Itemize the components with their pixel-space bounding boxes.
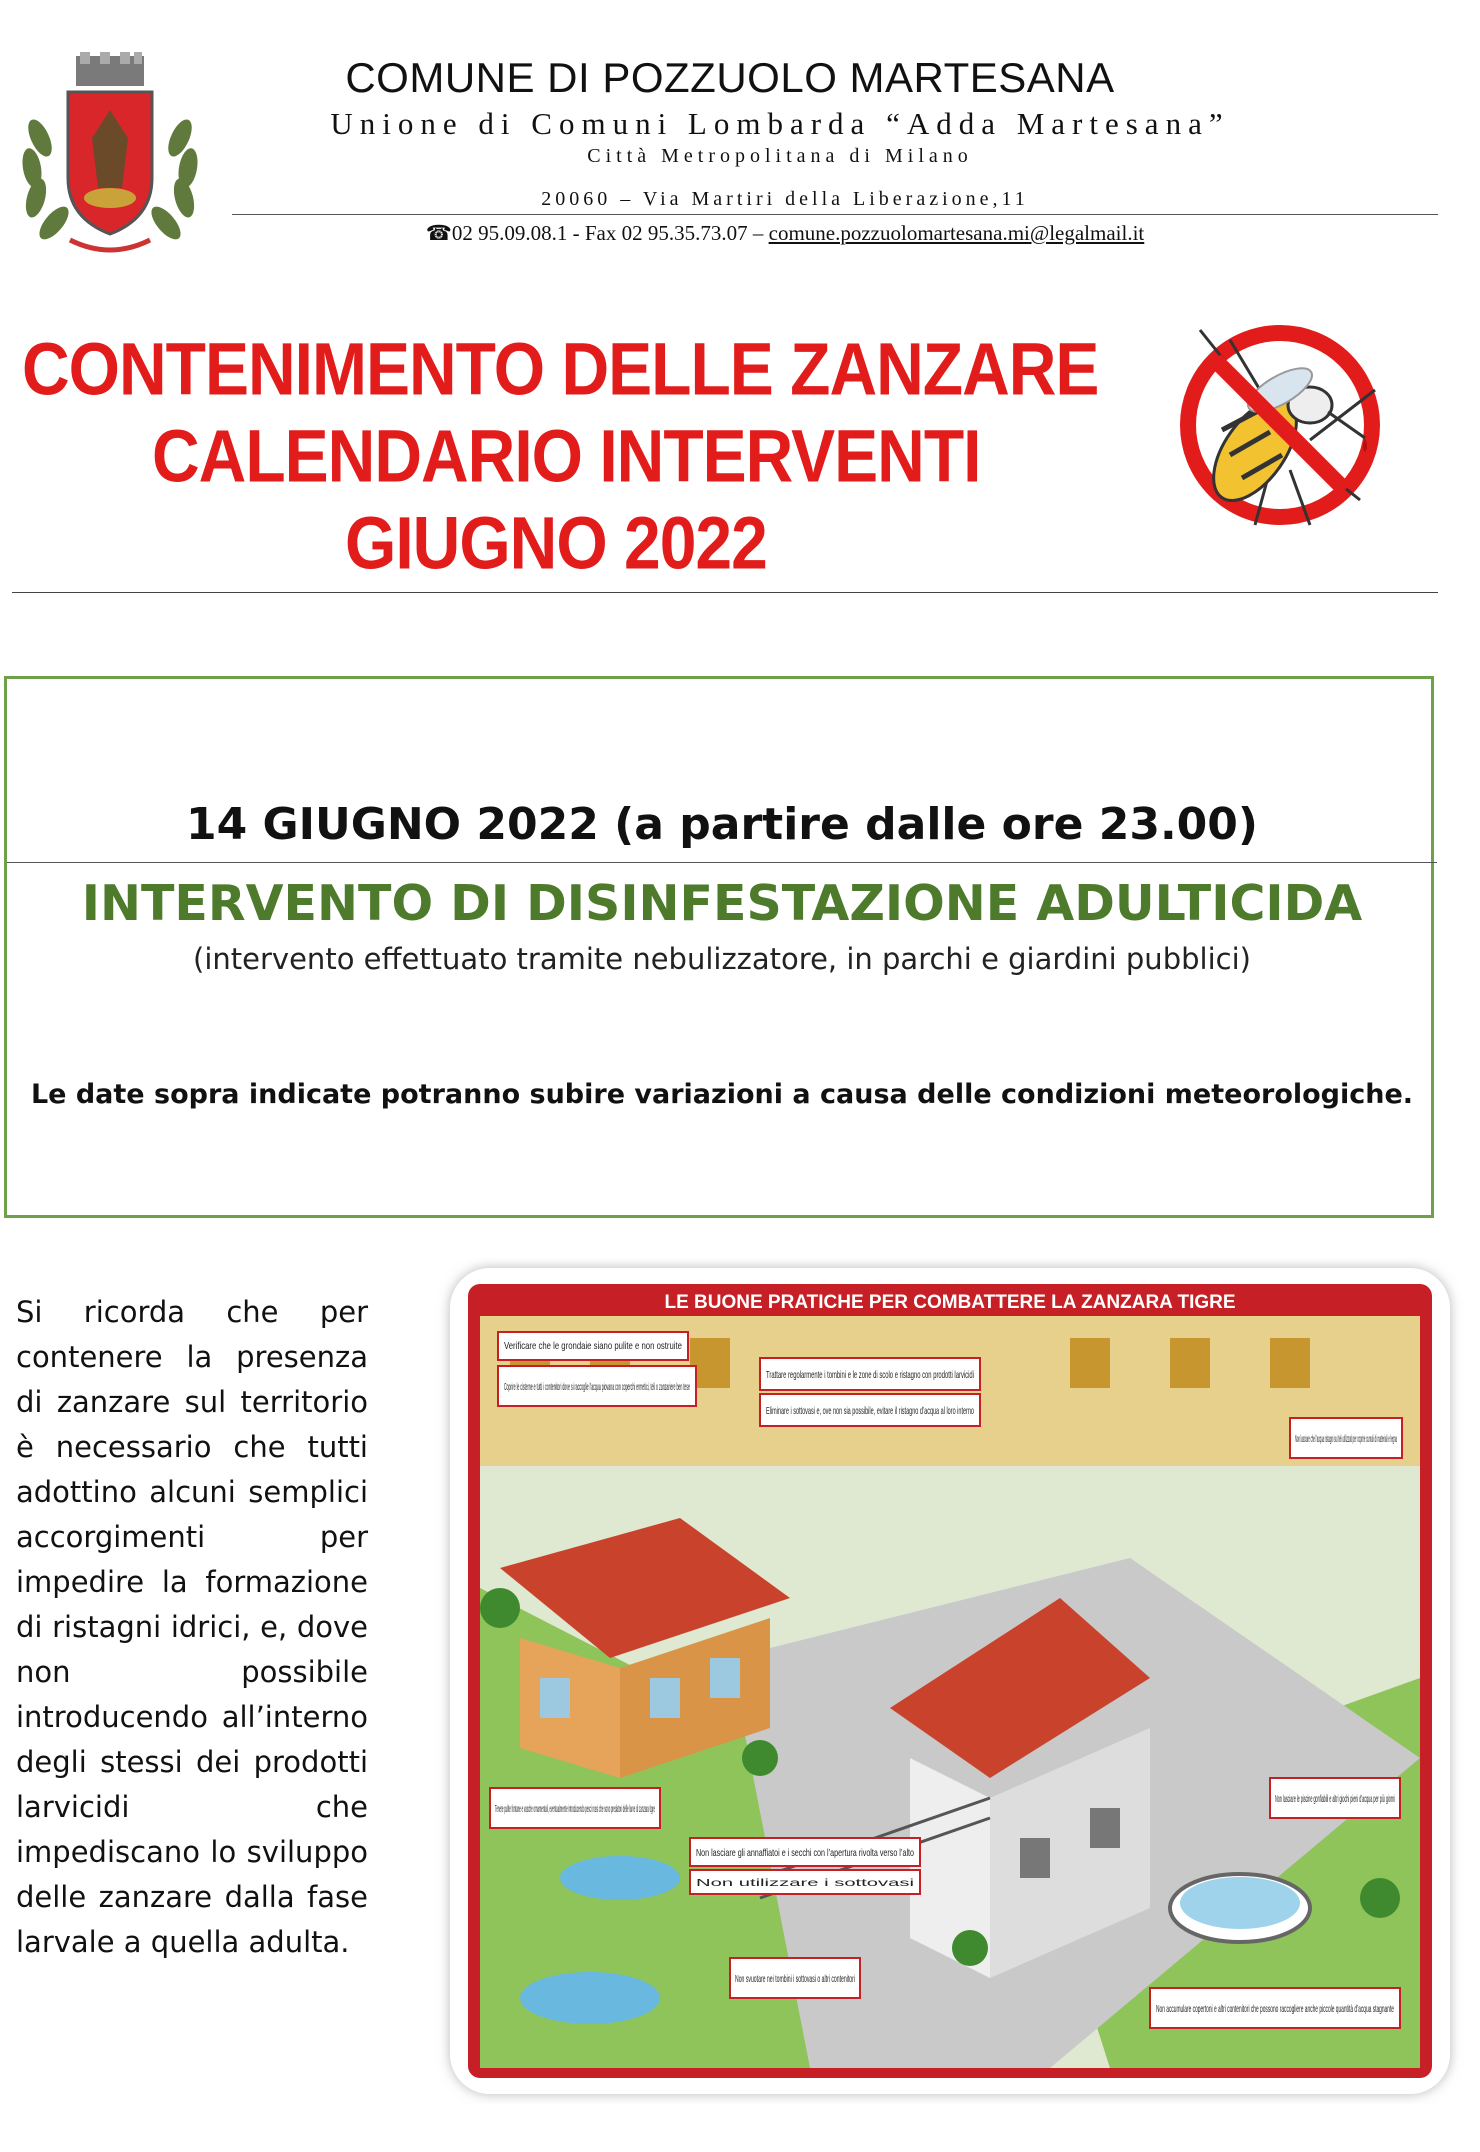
phone-fax: ☎02 95.09.08.1 - Fax 02 95.35.73.07 – <box>425 221 769 245</box>
box-divider <box>7 862 1437 863</box>
title-line-2: CALENDARIO INTERVENTI <box>152 414 981 497</box>
weather-disclaimer: Le date sopra indicate potranno subire variazioni a causa delle condizioni meteorologiche. <box>30 1079 1414 1110</box>
header-divider <box>232 214 1438 215</box>
poster-tip-2: Coprire le cisterne e tutti i contenitori dove si raccoglie l’acqua piovana con coperchi ermetici, teli o zanzariere ben tese <box>504 1381 691 1393</box>
poster-heading: LE BUONE PRATICHE PER COMBATTERE LA ZANZARA TIGRE <box>664 1292 1236 1313</box>
metro-city: Città Metropolitana di Milano <box>587 145 973 167</box>
poster-tip-6: Tenere pulite fontane e vasche ornamentali, eventualmente introducendo pesci rossi che sono predatori delle larve di zanzara tigre <box>495 1803 656 1815</box>
poster-tip-4: Eliminare i sottovasi e, ove non sia possibile, evitare il ristagno d’acqua al loro interno <box>766 1405 975 1417</box>
union-name: Unione di Comuni Lombarda “Adda Martesana” <box>330 106 1230 141</box>
poster-tip-7: Non lasciare gli annaffiatoi e i secchi con l’apertura rivolta verso l’alto <box>696 1847 915 1859</box>
email-link[interactable]: comune.pozzuolomartesana.mi@legalmail.it <box>768 221 1145 245</box>
poster-tip-8: Non utilizzare i sottovasi <box>696 1877 914 1889</box>
title-line-1: CONTENIMENTO DELLE ZANZARE <box>22 327 1099 410</box>
poster-tip-5: Non lasciare che l’acqua ristagni sui teli utilizzati per coprire cumuli di materiali e legna <box>1295 1433 1398 1445</box>
tiger-mosquito-poster <box>430 1258 1464 2104</box>
poster-tip-9: Non lasciare le piscine gonfiabili e altri giochi pieni d’acqua per più giorni <box>1275 1793 1395 1805</box>
address: 20060 – Via Martiri della Liberazione,11 <box>541 188 1029 210</box>
poster-tip-3: Trattare regolarmente i tombini e le zone di scolo e ristagno con prodotti larvicidi <box>766 1369 974 1381</box>
municipality-name: COMUNE DI POZZUOLO MARTESANA <box>345 54 1115 101</box>
intervention-box <box>4 676 1434 1218</box>
intervention-date: 14 GIUGNO 2022 (a partire dalle ore 23.00) <box>185 799 1259 850</box>
title-divider <box>12 592 1438 593</box>
poster-tip-1: Verificare che le grondaie siano pulite e non ostruite <box>504 1340 683 1352</box>
municipal-crest-icon <box>10 48 210 260</box>
no-mosquito-icon <box>1160 320 1400 530</box>
title-line-3: GIUGNO 2022 <box>345 501 767 584</box>
intervention-type: INTERVENTO DI DISINFESTAZIONE ADULTICIDA <box>81 875 1363 932</box>
poster-tip-10: Non svuotare nei tombini i sottovasi o altri contenitori <box>735 1973 855 1985</box>
intervention-details: (intervento effettuato tramite nebulizzatore, in parchi e giardini pubblici) <box>193 942 1251 976</box>
reminder-paragraph: Si ricorda che per contenere la presenza di zanzare sul territorio è necessario che tutti adottino alcuni semplici accorgimenti per impedire la formazione di ristagni idrici, e, dove non possibile introducendo all’interno degli stessi dei prodotti larvicidi che impediscano lo sviluppo delle zanzare dalla fase larvale a quella adulta. <box>16 1295 368 1959</box>
contacts <box>230 221 1340 246</box>
poster-tip-11: Non accumulare copertoni e altri contenitori che possono raccogliere anche piccole quantità d’acqua stagnante <box>1156 2003 1395 2015</box>
